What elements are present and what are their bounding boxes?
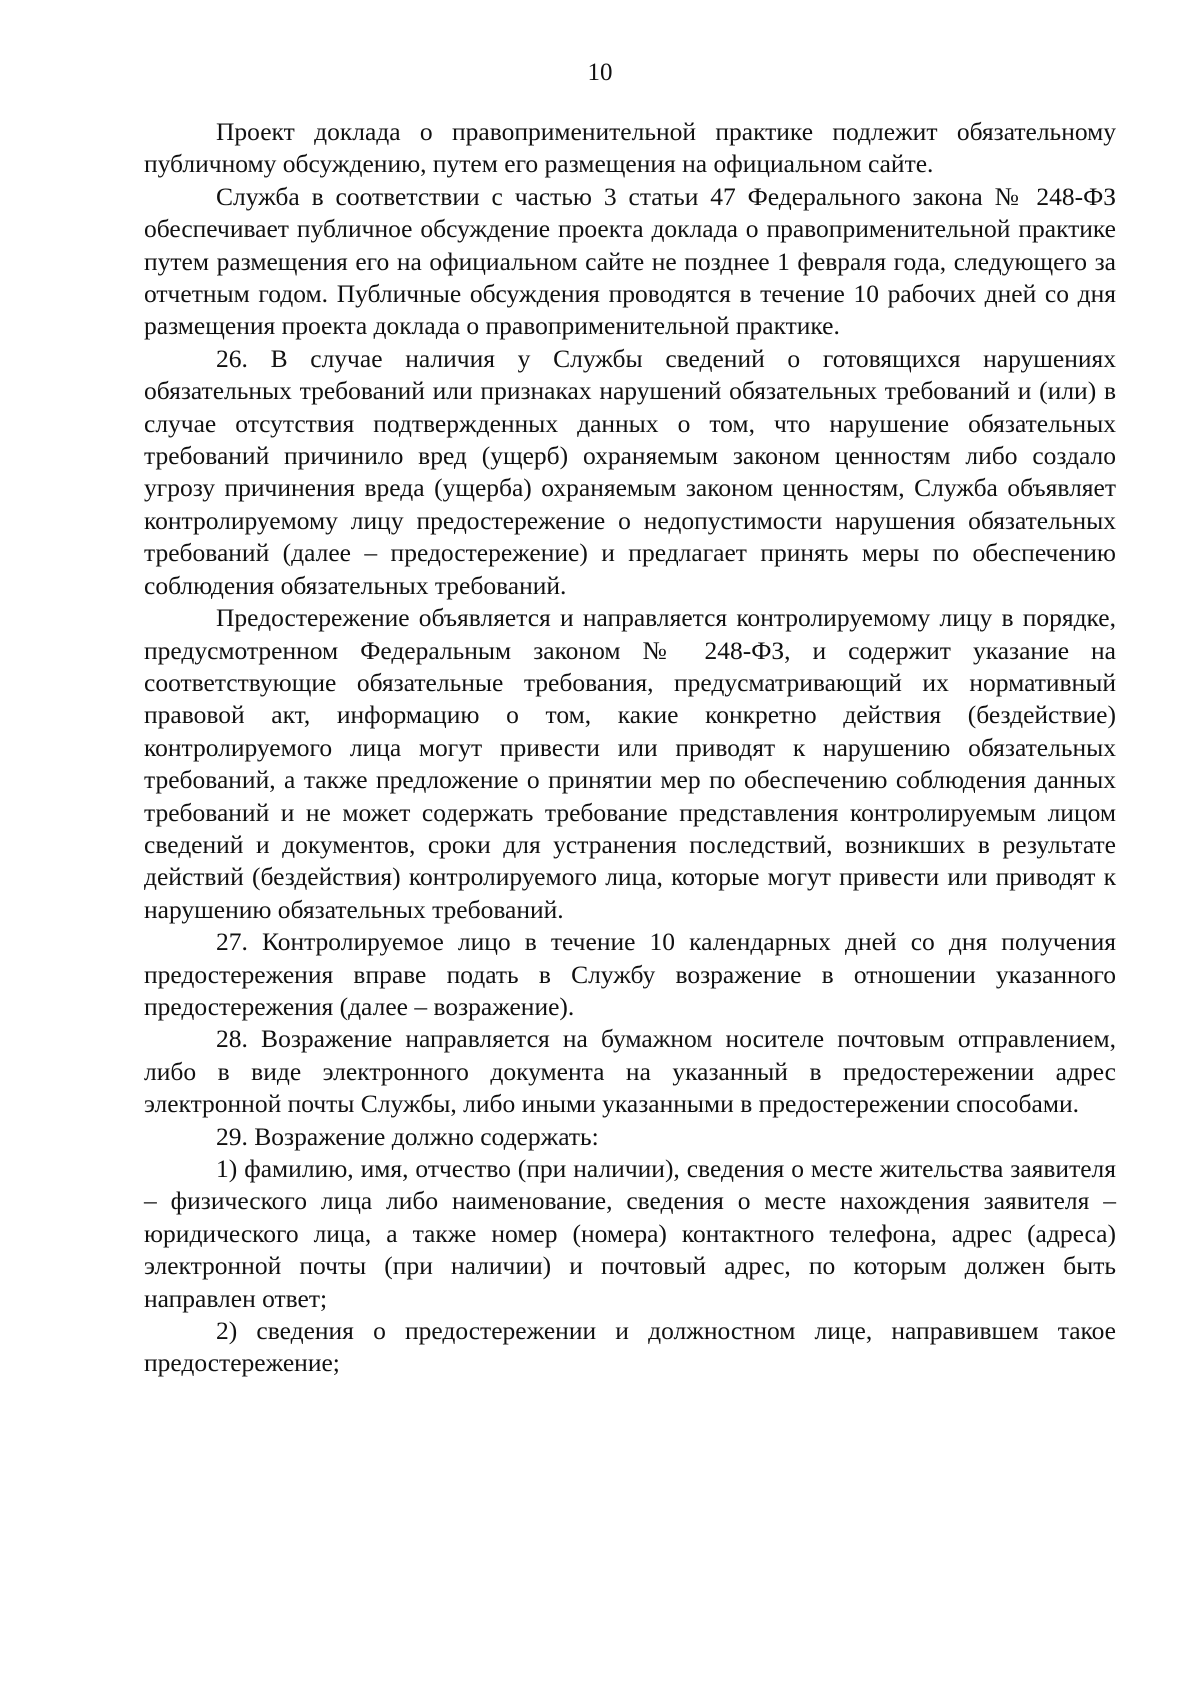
paragraph-26-warning: 26. В случае наличия у Службы сведений о готовящихся нарушениях обязательных требований или признаках нарушений обязательных требований и (или) в случае отсутствия подтвержденных данных о том, что нарушение обязательных требований причинило вред (ущерб) охраняемым законом ценностям либо создало угрозу причинения вреда (ущерба) охраняемым законом ценностям, Служба объявляет контролируемому лицу предостережение о недопустимости нарушения обязательных требований (далее – предостережение) и предлагает принять меры по обеспечению соблюдения обязательных требований. — [144, 343, 1116, 600]
page-number: 10 — [587, 59, 613, 86]
paragraph-29-objection-contents: 29. Возражение должно содержать: — [216, 1121, 599, 1151]
paragraph-report-discussion: Проект доклада о правоприменительной практике подлежит обязательному публичному обсуждению, путем его размещения на официальном сайте. — [144, 117, 1116, 179]
document-body — [144, 116, 1116, 1380]
list-item-2-warning-details: 2) сведения о предостережении и должностном лице, направившем такое предостережение; — [144, 1316, 1116, 1378]
paragraph-28-objection-delivery: 28. Возражение направляется на бумажном носителе почтовым отправлением, либо в виде электронного документа на указанный в предостережении адрес электронной почты Службы, либо иными указанными в предостережении способами. — [144, 1024, 1116, 1119]
paragraph-warning-contents: Предостережение объявляется и направляется контролируемому лицу в порядке, предусмотренном Федеральным законом № 248-ФЗ, и содержит указание на соответствующие обязательные требования, предусматривающий их нормативный правовой акт, информацию о том, какие конкретно действия (бездействие) контролируемого лица могут привести или приводят к нарушению обязательных требований, а также предложение о принятии мер по обеспечению соблюдения данных требований и не может содержать требование представления контролируемым лицом сведений и документов, сроки для устранения последствий, возникших в результате действий (бездействия) контролируемого лица, которые могут привести или приводят к нарушению обязательных требований. — [144, 603, 1116, 924]
list-item-1-applicant-details: 1) фамилию, имя, отчество (при наличии), сведения о месте жительства заявителя – физического лица либо наименование, сведения о месте нахождения заявителя – юридического лица, а также номер (номера) контактного телефона, адрес (адреса) электронной почты (при наличии) и почтовый адрес, по которым должен быть направлен ответ; — [144, 1154, 1116, 1313]
paragraph-27-objection: 27. Контролируемое лицо в течение 10 календарных дней со дня получения предостережения вправе подать в Службу возражение в отношении указанного предостережения (далее – возражение). — [144, 927, 1116, 1021]
paragraph-public-discussion: Служба в соответствии с частью 3 статьи 47 Федерального закона № 248-ФЗ обеспечивает публичное обсуждение проекта доклада о правоприменительной практике путем размещения его на официальном сайте не позднее 1 февраля года, следующего за отчетным годом. Публичные обсуждения проводятся в течение 10 рабочих дней со дня размещения проекта доклада о правоприменительной практике. — [144, 181, 1116, 341]
